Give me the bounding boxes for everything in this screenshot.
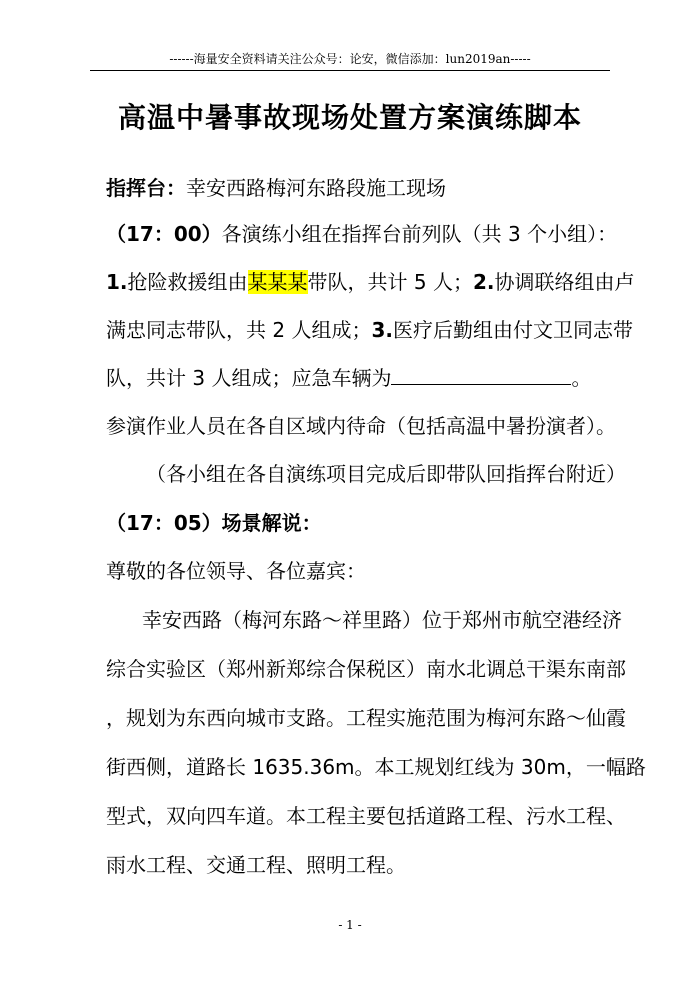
return-note-line: （各小组在各自演练项目完成后即带队回指挥台附近） (146, 462, 626, 486)
scene-heading (106, 508, 322, 538)
group-2-number: 2. (472, 270, 495, 294)
page-header: ------海量安全资料请关注公众号：论安，微信添加：lun2019an----- (169, 52, 531, 66)
paragraph-line: 型式，双向四车道。本工程主要包括道路工程、污水工程、 (106, 804, 626, 828)
page-number: - 1 - (338, 918, 362, 932)
paragraph-line: 街西侧，道路长 1635.36m。本工规划红线为 30m，一幅路 (106, 755, 646, 779)
greeting-line: 尊敬的各位领导、各位嘉宾： (106, 559, 366, 583)
group-2-count: 满忠同志带队，共 2 人组成； (106, 318, 372, 342)
paragraph-line: 幸安西路（梅河东路～祥里路）位于郑州市航空港经济 (142, 608, 622, 632)
group-3-count: 队，共计 3 人组成；应急车辆为 (106, 366, 392, 390)
standby-line: 参演作业人员在各自区域内待命（包括高温中暑扮演者）。 (106, 414, 616, 438)
group-1-count: 带队，共计 5 人； (307, 270, 473, 294)
group-3-number: 3. (371, 318, 393, 342)
assembly-text: 各演练小组在指挥台前列队（共 3 个小组）： (221, 222, 618, 246)
assembly-line (106, 219, 617, 249)
command-post-label: 指挥台： (106, 176, 186, 200)
document-title: 高温中暑事故现场处置方案演练脚本 (117, 101, 582, 134)
group-line-1 (106, 267, 634, 297)
paragraph-line: 综合实验区（郑州新郑综合保税区）南水北调总干渠东南部 (106, 657, 626, 681)
sentence-end: 。 (571, 366, 592, 390)
group-line-3 (106, 363, 591, 393)
scene-heading-text: （17：05）场景解说： (106, 511, 322, 535)
assembly-time: （17：00） (106, 222, 222, 246)
paragraph-line: ，规划为东西向城市支路。工程实施范围为梅河东路～仙霞 (106, 706, 626, 730)
highlighted-leader-name: 某某某 (247, 270, 308, 294)
command-post-location: 幸安西路梅河东路段施工现场 (186, 176, 446, 200)
command-post-line (106, 173, 446, 203)
paragraph-line: 雨水工程、交通工程、照明工程。 (106, 853, 406, 877)
group-2-text: 协调联络组由卢 (494, 270, 635, 294)
header-rule (90, 70, 610, 71)
group-3-text: 医疗后勤组由付文卫同志带 (392, 318, 633, 342)
group-line-2 (106, 315, 633, 345)
group-1-number: 1. (106, 270, 128, 294)
group-1-text: 抢险救援组由 (127, 270, 248, 294)
vehicle-blank-field (391, 364, 571, 385)
